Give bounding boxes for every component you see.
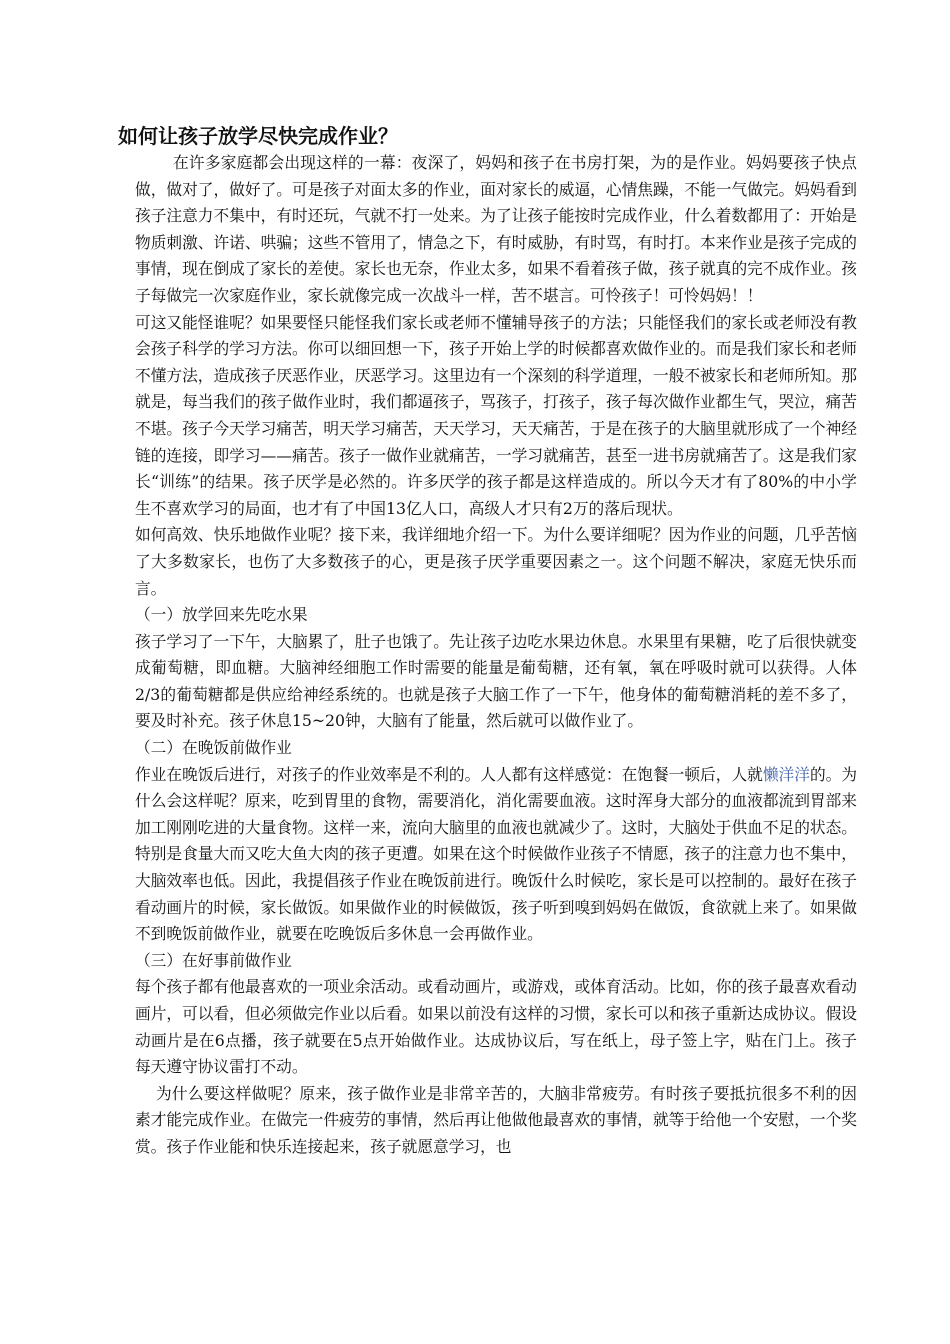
document-body	[135, 150, 857, 1161]
section-heading-before-fun: （三）在好事前做作业	[135, 950, 292, 970]
paragraph-cause: 可这又能怪谁呢？如果要怪只能怪我们家长或老师不懂辅导孩子的方法；只能怪我们的家长或老师没有教会孩子科学的学习方法。你可以细回想一下，孩子开始上学的时候都喜欢做作业的。而是我们家长和老师不懂方法，造成孩子厌恶作业，厌恶学习。这里边有一个深刻的科学道理，一般不被家长和老师所知。那就是，每当我们的孩子做作业时，我们都逼孩子，骂孩子，打孩子，孩子每次做作业都生气，哭泣，痛苦不堪。孩子今天学习痛苦，明天学习痛苦，天天学习，天天痛苦，于是在孩子的大脑里就形成了一个神经链的连接，即学习——痛苦。孩子一做作业就痛苦，一学习就痛苦，甚至一进书房就痛苦了。这是我们家长“训练”的结果。孩子厌学是必然的。许多厌学的孩子都是这样造成的。所以今天才有了80%的中小学生不喜欢学习的局面，也才有了中国13亿人口，高级人才只有2万的落后现状。	[135, 312, 857, 518]
lazy-link[interactable]: 懒洋洋	[762, 764, 810, 784]
paragraph-fruit: 孩子学习了一下午，大脑累了，肚子也饿了。先让孩子边吃水果边休息。水果里有果糖，吃了后很快就变成葡萄糖，即血糖。大脑神经细胞工作时需要的能量是葡萄糖，还有氧，氧在呼吸时就可以获得。人体2/3的葡萄糖都是供应给神经系统的。也就是孩子大脑工作了一下午，他身体的葡萄糖消耗的差不多了，要及时补充。孩子休息15~20钟，大脑有了能量，然后就可以做作业了。	[135, 631, 857, 731]
paragraph-before-dinner	[135, 762, 857, 948]
paragraph-intro: 在许多家庭都会出现这样的一幕：夜深了，妈妈和孩子在书房打架，为的是作业。妈妈要孩子快点做，做对了，做好了。可是孩子对面太多的作业，面对家长的威逼，心情焦躁，不能一气做完。妈妈看到孩子注意力不集中，有时还玩，气就不打一处来。为了让孩子能按时完成作业，什么着数都用了：开始是物质刺激、许诺、哄骗；这些不管用了，情急之下，有时威胁，有时骂，有时打。本来作业是孩子完成的事情，现在倒成了家长的差使。家长也无奈，作业太多，如果不看着孩子做，孩子就真的完不成作业。孩子每做完一次家庭作业，家长就像完成一次战斗一样，苦不堪言。可怜孩子！可怜妈妈！！	[135, 153, 857, 305]
paragraph-before-dinner-part2: 的。为什么会这样呢？原来，吃到胃里的食物，需要消化，消化需要血液。这时浑身大部分的血液都流到胃部来加工刚刚吃进的大量食物。这样一来，流向大脑里的血液也就减少了。这时，大脑处于供血不足的状态。特别是食量大而又吃大鱼大肉的孩子更遭。如果在这个时候做作业孩子不情愿，孩子的注意力也不集中，大脑效率也低。因此，我提倡孩子作业在晚饭前进行。晚饭什么时候吃，家长是可以控制的。最好在孩子看动画片的时候，家长做饭。如果做作业的时候做饭，孩子听到嗅到妈妈在做饭，食欲就上来了。如果做不到晚饭前做作业，就要在吃晚饭后多休息一会再做作业。	[135, 764, 858, 944]
paragraph-before-dinner-part1: 作业在晚饭后进行，对孩子的作业效率是不利的。人人都有这样感觉：在饱餐一顿后，人就	[135, 764, 763, 784]
paragraph-how: 如何高效、快乐地做作业呢？接下来，我详细地介绍一下。为什么要详细呢？因为作业的问题，几乎苦恼了大多数家长，也伤了大多数孩子的心，更是孩子厌学重要因素之一。这个问题不解决，家庭无快乐而言。	[135, 525, 857, 598]
section-heading-before-dinner: （二）在晚饭前做作业	[135, 738, 292, 758]
paragraph-why: 为什么要这样做呢？原来，孩子做作业是非常辛苦的，大脑非常疲劳。有时孩子要抵抗很多不利的因素才能完成作业。在做完一件疲劳的事情，然后再让他做他最喜欢的事情，就等于给他一个安慰，一个奖赏。孩子作业能和快乐连接起来，孩子就愿意学习，也	[135, 1083, 857, 1156]
paragraph-before-fun: 每个孩子都有他最喜欢的一项业余活动。或看动画片，或游戏，或体育活动。比如，你的孩子最喜欢看动画片，可以看，但必须做完作业以后看。如果以前没有这样的习惯，家长可以和孩子重新达成协议。假设动画片是在6点播，孩子就要在5点开始做作业。达成协议后，写在纸上，母子签上字，贴在门上。孩子每天遵守协议雷打不动。	[135, 977, 857, 1077]
section-heading-fruit: （一）放学回来先吃水果	[135, 605, 308, 625]
document-title: 如何让孩子放学尽快完成作业？	[118, 124, 398, 148]
